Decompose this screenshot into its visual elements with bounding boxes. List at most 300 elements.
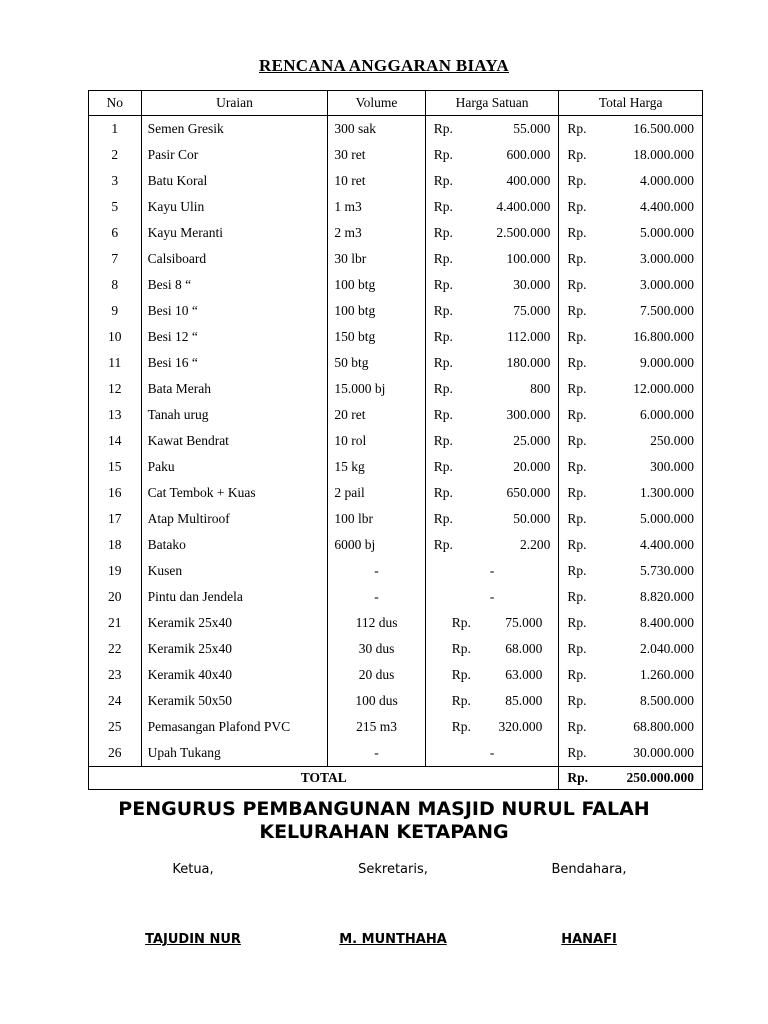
row-no: 25	[89, 714, 142, 740]
row-uraian: Besi 16 “	[141, 350, 328, 376]
row-harga-satuan-cell	[425, 116, 559, 143]
table-row	[89, 662, 703, 688]
row-total-currency: Rp.	[567, 407, 587, 422]
row-harga-satuan-cell	[425, 402, 559, 428]
row-no: 22	[89, 636, 142, 662]
row-harga-satuan	[426, 147, 559, 163]
header-volume: Volume	[328, 91, 425, 116]
row-total-harga	[559, 173, 702, 189]
row-total-harga-cell	[559, 272, 703, 298]
row-volume: 215 m3	[328, 714, 425, 740]
row-no: 16	[89, 480, 142, 506]
row-harga-currency: Rp.	[433, 173, 453, 188]
row-total-harga-cell	[559, 298, 703, 324]
row-uraian: Keramik 25x40	[141, 610, 328, 636]
row-total-currency: Rp.	[567, 511, 587, 526]
row-total-currency: Rp.	[567, 693, 587, 708]
row-total-value: 5.730.000	[640, 563, 694, 578]
row-harga-currency: Rp.	[433, 121, 453, 136]
row-total-harga	[559, 329, 702, 345]
row-harga-satuan	[426, 485, 559, 501]
table-row	[89, 298, 703, 324]
signature-role-sekretaris: Sekretaris,	[358, 862, 428, 877]
row-no: 7	[89, 246, 142, 272]
row-harga-satuan-cell	[425, 376, 559, 402]
row-total-value: 3.000.000	[640, 251, 694, 266]
row-uraian: Kayu Ulin	[141, 194, 328, 220]
row-total-value: 2.040.000	[640, 641, 694, 656]
row-harga-satuan-cell	[425, 584, 559, 610]
row-total-harga-cell	[559, 220, 703, 246]
row-harga-satuan-cell	[425, 272, 559, 298]
row-total-harga	[559, 563, 702, 579]
row-volume: 2 pail	[328, 480, 425, 506]
row-harga-satuan	[426, 303, 559, 319]
row-no: 17	[89, 506, 142, 532]
row-harga-satuan-dash: -	[489, 589, 495, 604]
row-harga-currency: Rp.	[433, 511, 453, 526]
row-harga-value: 600.000	[506, 147, 551, 162]
row-total-harga	[559, 693, 702, 709]
table-row	[89, 454, 703, 480]
row-no: 21	[89, 610, 142, 636]
row-harga-satuan-cell	[425, 246, 559, 272]
row-harga-currency: Rp.	[433, 277, 453, 292]
row-total-value: 30.000.000	[633, 745, 694, 760]
row-total-currency: Rp.	[567, 147, 587, 162]
row-total-currency: Rp.	[567, 225, 587, 240]
row-volume: 1 m3	[328, 194, 425, 220]
row-no: 23	[89, 662, 142, 688]
row-harga-value: 30.000	[513, 277, 551, 292]
row-total-harga	[559, 511, 702, 527]
row-no: 3	[89, 168, 142, 194]
row-harga-value: 4.400.000	[496, 199, 551, 214]
row-uraian: Keramik 25x40	[141, 636, 328, 662]
row-uraian: Tanah urug	[141, 402, 328, 428]
row-harga-satuan	[426, 719, 559, 735]
row-harga-currency: Rp.	[433, 433, 453, 448]
row-harga-value: 68.000	[505, 641, 543, 656]
table-row	[89, 116, 703, 143]
organization-heading	[0, 798, 768, 844]
row-harga-satuan-cell	[425, 714, 559, 740]
row-harga-value: 320.000	[498, 719, 543, 734]
row-harga-currency: Rp.	[433, 303, 453, 318]
table-row	[89, 428, 703, 454]
row-total-harga	[559, 355, 702, 371]
row-total-currency: Rp.	[567, 745, 587, 760]
row-harga-satuan-cell	[425, 194, 559, 220]
row-total-harga-cell	[559, 350, 703, 376]
row-harga-satuan-cell	[425, 168, 559, 194]
row-volume: -	[328, 584, 425, 610]
row-harga-satuan	[426, 537, 559, 553]
table-row	[89, 636, 703, 662]
row-total-currency: Rp.	[567, 173, 587, 188]
row-no: 10	[89, 324, 142, 350]
total-value-cell	[559, 767, 703, 790]
row-volume: 100 lbr	[328, 506, 425, 532]
row-harga-satuan	[426, 615, 559, 631]
row-uraian: Pintu dan Jendela	[141, 584, 328, 610]
row-no: 8	[89, 272, 142, 298]
row-harga-value: 85.000	[505, 693, 543, 708]
row-total-value: 4.000.000	[640, 173, 694, 188]
row-total-currency: Rp.	[567, 381, 587, 396]
table-row	[89, 350, 703, 376]
row-total-value: 18.000.000	[633, 147, 694, 162]
row-harga-currency: Rp.	[451, 641, 471, 656]
row-harga-value: 800	[530, 381, 551, 396]
row-harga-satuan	[426, 121, 559, 137]
row-total-harga-cell	[559, 610, 703, 636]
row-total-harga-cell	[559, 740, 703, 767]
row-harga-currency: Rp.	[433, 459, 453, 474]
row-total-currency: Rp.	[567, 667, 587, 682]
row-harga-value: 650.000	[506, 485, 551, 500]
row-volume: 30 lbr	[328, 246, 425, 272]
row-harga-satuan-cell	[425, 454, 559, 480]
row-harga-value: 75.000	[513, 303, 551, 318]
organization-line-1: PENGURUS PEMBANGUNAN MASJID NURUL FALAH	[118, 798, 650, 820]
table-row	[89, 584, 703, 610]
row-harga-satuan-cell	[425, 740, 559, 767]
row-total-currency: Rp.	[567, 615, 587, 630]
row-uraian: Cat Tembok + Kuas	[141, 480, 328, 506]
row-harga-satuan-cell	[425, 532, 559, 558]
row-no: 6	[89, 220, 142, 246]
document-title: RENCANA ANGGARAN BIAYA	[259, 56, 509, 75]
row-harga-value: 55.000	[513, 121, 551, 136]
row-total-value: 5.000.000	[640, 225, 694, 240]
row-volume: 15 kg	[328, 454, 425, 480]
row-uraian: Kusen	[141, 558, 328, 584]
row-harga-currency: Rp.	[433, 147, 453, 162]
row-total-currency: Rp.	[567, 251, 587, 266]
signature-name-sekretaris: M. MUNTHAHA	[339, 932, 447, 947]
row-total-value: 6.000.000	[640, 407, 694, 422]
row-total-harga	[559, 719, 702, 735]
row-uraian: Upah Tukang	[141, 740, 328, 767]
table-row	[89, 168, 703, 194]
row-harga-value: 112.000	[507, 329, 551, 344]
table-header-row	[89, 91, 703, 116]
row-total-harga-cell	[559, 428, 703, 454]
row-total-currency: Rp.	[567, 459, 587, 474]
row-total-harga	[559, 485, 702, 501]
row-total-harga	[559, 199, 702, 215]
row-no: 19	[89, 558, 142, 584]
row-total-harga	[559, 303, 702, 319]
row-harga-satuan-cell	[425, 610, 559, 636]
row-uraian: Calsiboard	[141, 246, 328, 272]
row-harga-satuan	[426, 641, 559, 657]
row-total-value: 250.000	[650, 433, 694, 448]
row-no: 1	[89, 116, 142, 143]
row-harga-currency: Rp.	[433, 381, 453, 396]
row-total-value: 12.000.000	[633, 381, 694, 396]
row-total-harga-cell	[559, 168, 703, 194]
row-uraian: Besi 10 “	[141, 298, 328, 324]
row-volume: 150 btg	[328, 324, 425, 350]
row-total-harga	[559, 147, 702, 163]
row-uraian: Atap Multiroof	[141, 506, 328, 532]
total-label: TOTAL	[89, 767, 559, 790]
row-harga-satuan-cell	[425, 558, 559, 584]
table-row	[89, 324, 703, 350]
row-total-currency: Rp.	[567, 537, 587, 552]
row-total-harga-cell	[559, 584, 703, 610]
row-harga-satuan	[426, 381, 559, 397]
row-total-harga	[559, 459, 702, 475]
row-total-harga	[559, 537, 702, 553]
row-no: 26	[89, 740, 142, 767]
row-total-harga-cell	[559, 116, 703, 143]
signature-name-bendahara: HANAFI	[561, 932, 617, 947]
row-volume: 20 dus	[328, 662, 425, 688]
row-harga-satuan	[426, 225, 559, 241]
row-total-value: 9.000.000	[640, 355, 694, 370]
row-total-harga-cell	[559, 714, 703, 740]
row-harga-satuan-dash: -	[489, 745, 495, 760]
table-row	[89, 558, 703, 584]
row-total-value: 5.000.000	[640, 511, 694, 526]
row-harga-value: 400.000	[506, 173, 551, 188]
row-harga-satuan-dash: -	[489, 563, 495, 578]
table-row	[89, 194, 703, 220]
row-total-harga-cell	[559, 246, 703, 272]
row-volume: 300 sak	[328, 116, 425, 143]
row-harga-currency: Rp.	[451, 667, 471, 682]
row-harga-satuan	[426, 173, 559, 189]
row-total-currency: Rp.	[567, 589, 587, 604]
row-total-harga-cell	[559, 194, 703, 220]
row-harga-currency: Rp.	[433, 329, 453, 344]
row-harga-currency: Rp.	[433, 407, 453, 422]
row-total-value: 8.500.000	[640, 693, 694, 708]
row-total-value: 8.400.000	[640, 615, 694, 630]
row-harga-satuan	[426, 511, 559, 527]
row-volume: 10 rol	[328, 428, 425, 454]
row-harga-satuan	[426, 407, 559, 423]
row-volume: 30 dus	[328, 636, 425, 662]
row-harga-satuan	[426, 329, 559, 345]
row-harga-satuan	[426, 277, 559, 293]
row-total-harga-cell	[559, 376, 703, 402]
row-harga-satuan	[426, 459, 559, 475]
row-harga-currency: Rp.	[433, 485, 453, 500]
row-harga-value: 25.000	[513, 433, 551, 448]
signature-role-ketua: Ketua,	[172, 862, 214, 877]
row-harga-value: 100.000	[506, 251, 551, 266]
row-harga-currency: Rp.	[451, 615, 471, 630]
row-total-value: 8.820.000	[640, 589, 694, 604]
row-total-currency: Rp.	[567, 641, 587, 656]
row-harga-satuan	[426, 199, 559, 215]
row-no: 12	[89, 376, 142, 402]
total-value: 250.000.000	[626, 770, 694, 785]
header-harga-satuan: Harga Satuan	[425, 91, 559, 116]
row-total-harga	[559, 251, 702, 267]
row-total-harga-cell	[559, 636, 703, 662]
table-row	[89, 610, 703, 636]
row-total-harga	[559, 381, 702, 397]
signature-role-bendahara: Bendahara,	[551, 862, 627, 877]
row-harga-satuan-cell	[425, 480, 559, 506]
row-harga-currency: Rp.	[451, 693, 471, 708]
row-total-currency: Rp.	[567, 355, 587, 370]
table-row	[89, 506, 703, 532]
row-no: 11	[89, 350, 142, 376]
row-volume: 30 ret	[328, 142, 425, 168]
row-uraian: Pemasangan Plafond PVC	[141, 714, 328, 740]
row-total-harga	[559, 407, 702, 423]
row-volume: 6000 bj	[328, 532, 425, 558]
row-no: 24	[89, 688, 142, 714]
row-total-harga	[559, 667, 702, 683]
row-volume: 100 dus	[328, 688, 425, 714]
row-volume: 10 ret	[328, 168, 425, 194]
row-total-value: 4.400.000	[640, 199, 694, 214]
row-harga-value: 20.000	[513, 459, 551, 474]
row-volume: 15.000 bj	[328, 376, 425, 402]
table-row	[89, 220, 703, 246]
row-uraian: Semen Gresik	[141, 116, 328, 143]
row-harga-currency: Rp.	[433, 199, 453, 214]
row-total-harga-cell	[559, 402, 703, 428]
row-volume: 100 btg	[328, 298, 425, 324]
row-total-value: 1.300.000	[640, 485, 694, 500]
row-harga-satuan-cell	[425, 324, 559, 350]
row-total-harga-cell	[559, 558, 703, 584]
row-total-currency: Rp.	[567, 121, 587, 136]
row-total-value: 300.000	[650, 459, 694, 474]
row-no: 2	[89, 142, 142, 168]
row-harga-value: 300.000	[506, 407, 551, 422]
row-total-harga	[559, 225, 702, 241]
row-harga-satuan-cell	[425, 662, 559, 688]
row-total-value: 3.000.000	[640, 277, 694, 292]
row-uraian: Bata Merah	[141, 376, 328, 402]
table-row	[89, 714, 703, 740]
row-volume: 112 dus	[328, 610, 425, 636]
row-harga-satuan-cell	[425, 506, 559, 532]
row-harga-satuan-cell	[425, 350, 559, 376]
total-currency: Rp.	[567, 770, 589, 785]
row-harga-satuan	[426, 667, 559, 683]
header-no: No	[89, 91, 142, 116]
row-volume: 2 m3	[328, 220, 425, 246]
row-no: 13	[89, 402, 142, 428]
row-uraian: Kayu Meranti	[141, 220, 328, 246]
row-total-harga-cell	[559, 532, 703, 558]
row-volume: 20 ret	[328, 402, 425, 428]
row-no: 18	[89, 532, 142, 558]
row-harga-value: 2.500.000	[496, 225, 551, 240]
row-total-currency: Rp.	[567, 719, 587, 734]
header-total-harga: Total Harga	[559, 91, 703, 116]
table-row	[89, 376, 703, 402]
row-total-harga	[559, 745, 702, 761]
row-harga-satuan-cell	[425, 688, 559, 714]
row-harga-value: 75.000	[505, 615, 543, 630]
row-harga-satuan	[426, 693, 559, 709]
row-no: 15	[89, 454, 142, 480]
row-total-harga-cell	[559, 324, 703, 350]
row-uraian: Keramik 50x50	[141, 688, 328, 714]
row-total-harga	[559, 277, 702, 293]
row-total-harga	[559, 589, 702, 605]
row-total-currency: Rp.	[567, 563, 587, 578]
row-total-harga-cell	[559, 480, 703, 506]
row-total-value: 16.500.000	[633, 121, 694, 136]
row-harga-satuan-cell	[425, 636, 559, 662]
row-harga-satuan	[426, 355, 559, 371]
row-harga-currency: Rp.	[451, 719, 471, 734]
row-total-currency: Rp.	[567, 433, 587, 448]
row-total-harga	[559, 121, 702, 137]
row-total-currency: Rp.	[567, 199, 587, 214]
table-row	[89, 740, 703, 767]
row-harga-value: 63.000	[505, 667, 543, 682]
row-harga-currency: Rp.	[433, 355, 453, 370]
table-row	[89, 532, 703, 558]
row-harga-satuan-cell	[425, 428, 559, 454]
row-total-value: 68.800.000	[633, 719, 694, 734]
row-harga-value: 180.000	[506, 355, 551, 370]
row-uraian: Batako	[141, 532, 328, 558]
row-total-harga	[559, 641, 702, 657]
row-no: 9	[89, 298, 142, 324]
row-harga-value: 2.200	[520, 537, 551, 552]
row-total-harga	[559, 433, 702, 449]
row-harga-satuan-cell	[425, 142, 559, 168]
row-total-value: 4.400.000	[640, 537, 694, 552]
row-total-value: 16.800.000	[633, 329, 694, 344]
row-harga-currency: Rp.	[433, 537, 453, 552]
row-volume: 50 btg	[328, 350, 425, 376]
row-uraian: Besi 8 “	[141, 272, 328, 298]
row-uraian: Besi 12 “	[141, 324, 328, 350]
signature-name-ketua: TAJUDIN NUR	[145, 932, 241, 947]
organization-line-2: KELURAHAN KETAPANG	[259, 821, 509, 843]
row-total-value: 1.260.000	[640, 667, 694, 682]
header-uraian: Uraian	[141, 91, 328, 116]
table-row	[89, 142, 703, 168]
row-volume: 100 btg	[328, 272, 425, 298]
row-harga-value: 50.000	[513, 511, 551, 526]
row-harga-currency: Rp.	[433, 225, 453, 240]
row-total-harga-cell	[559, 506, 703, 532]
row-harga-satuan	[426, 251, 559, 267]
row-total-harga-cell	[559, 688, 703, 714]
row-uraian: Pasir Cor	[141, 142, 328, 168]
row-uraian: Paku	[141, 454, 328, 480]
budget-table	[88, 90, 703, 790]
row-uraian: Kawat Bendrat	[141, 428, 328, 454]
row-total-currency: Rp.	[567, 303, 587, 318]
row-harga-satuan-cell	[425, 298, 559, 324]
row-no: 5	[89, 194, 142, 220]
row-uraian: Batu Koral	[141, 168, 328, 194]
row-harga-currency: Rp.	[433, 251, 453, 266]
row-total-harga	[559, 615, 702, 631]
table-row	[89, 272, 703, 298]
table-row	[89, 402, 703, 428]
row-total-harga-cell	[559, 142, 703, 168]
row-total-currency: Rp.	[567, 329, 587, 344]
